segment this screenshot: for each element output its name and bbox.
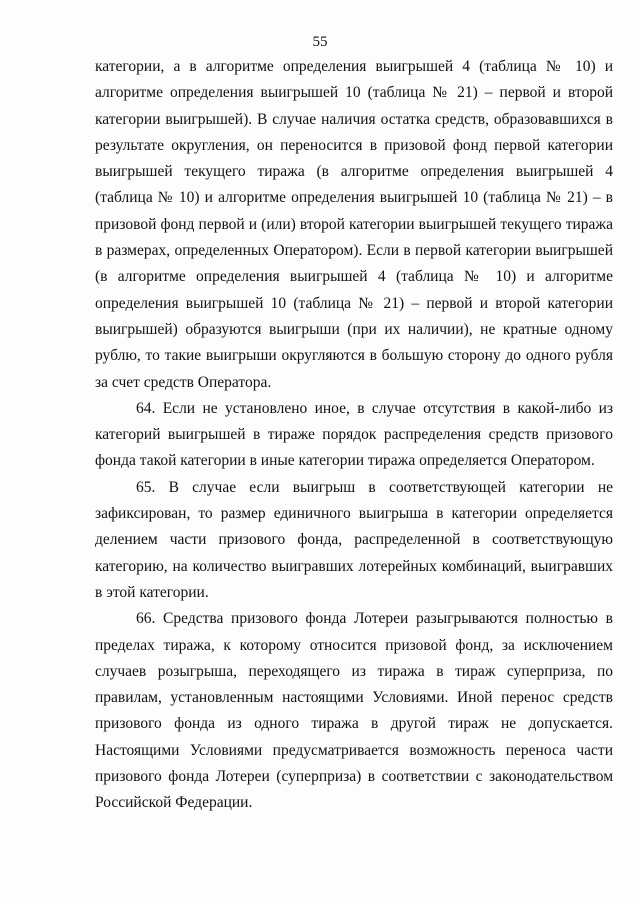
paragraph-65: 65. В случае если выигрыш в соответствующей категории не зафиксирован, то размер единичного выигрыша в категории определяется делением части призового фонда, распределенной в соответствующую категорию, на количество выигравших лотерейных комбинаций, выигравших в этой категории. — [95, 478, 613, 601]
body-text — [95, 54, 613, 817]
paragraph-continuation: категории, а в алгоритме определения выигрышей 4 (таблица № 10) и алгоритме определения выигрышей 10 (таблица № 21) – первой и второй категории выигрышей). В случае наличия остатка средств, образовавшихся в результате округления, он переносится в призовой фонд первой категории выигрышей текущего тиража (в алгоритме определения выигрышей 4 (таблица № 10) и алгоритме определения выигрышей 10 (таблица № 21) – в призовой фонд первой и (или) второй категории выигрышей текущего тиража в размерах, определенных Оператором). Если в первой категории выигрышей (в алгоритме определения выигрышей 4 (таблица № 10) и алгоритме определения выигрышей 10 (таблица № 21) – первой и второй категории выигрышей) образуются выигрыши (при их наличии), не кратные одному рублю, то такие выигрыши округляются в большую сторону до одного рубля за счет средств Оператора. — [95, 58, 613, 391]
paragraph-64: 64. Если не установлено иное, в случае отсутствия в какой-либо из категорий выигрышей в тираже порядок распределения средств призового фонда такой категории в иные категории тиража определяется Оператором. — [95, 399, 613, 470]
page-number: 55 — [312, 34, 328, 50]
paragraph-66: 66. Средства призового фонда Лотереи разыгрываются полностью в пределах тиража, к которому относится призовой фонд, за исключением случаев розыгрыша, переходящего из тиража в тираж суперприза, по правилам, установленным настоящими Условиями. Иной перенос средств призового фонда из одного тиража в другой тираж не допускается. Настоящими Условиями предусматривается возможность переноса части призового фонда Лотереи (суперприза) в соответствии с законодательством Российской Федерации. — [95, 610, 613, 812]
